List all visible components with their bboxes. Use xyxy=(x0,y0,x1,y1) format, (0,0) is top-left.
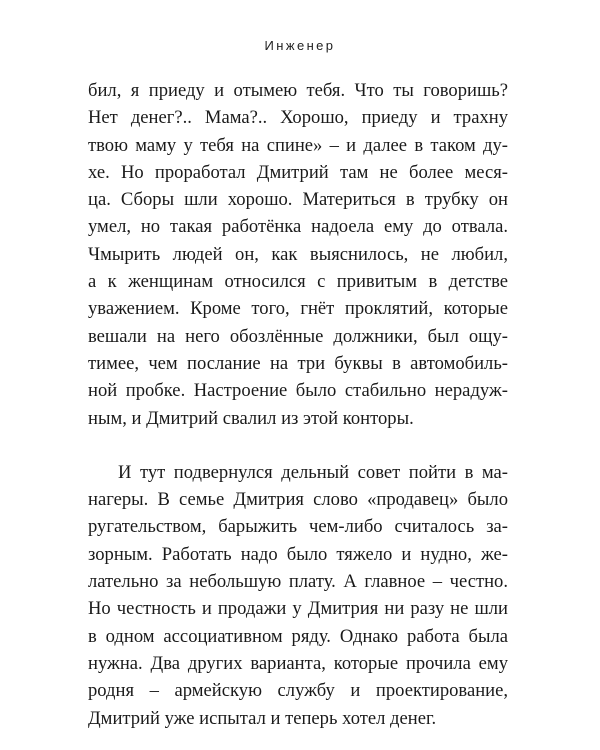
text-line: твою маму у тебя на спине» – и далее в таком ду- xyxy=(88,134,508,156)
text-line: в одном ассоциативном ряду. Однако работа была xyxy=(88,625,508,647)
text-line: хе. Но проработал Дмитрий там не более меся- xyxy=(88,161,508,183)
text-line: нужна. Два других варианта, которые прочила ему xyxy=(88,652,508,674)
text-line: нагеры. В семье Дмитрия слово «продавец» было xyxy=(88,489,508,511)
text-line: а к женщинам относился с привитым в детстве xyxy=(88,271,508,293)
paragraph-2 xyxy=(88,459,508,732)
text-line: И тут подвернулся дельный совет пойти в ма- xyxy=(118,461,508,483)
text-line: бил, я приеду и отымею тебя. Что ты говоришь? xyxy=(88,80,508,101)
text-line: ным, и Дмитрий свалил из этой конторы. xyxy=(88,407,414,429)
text-line: Нет денег?.. Мама?.. Хорошо, приеду и трахну xyxy=(88,107,508,129)
text-line: Но честность и продажи у Дмитрия ни разу не шли xyxy=(88,598,508,620)
text-line: тимее, чем послание на три буквы в автомобиль- xyxy=(88,352,508,374)
text-line: Чмырить людей он, как выяснилось, не любил, xyxy=(88,243,508,265)
text-line: ца. Сборы шли хорошо. Материться в трубку он xyxy=(88,189,508,211)
body-text xyxy=(88,77,508,732)
text-line: вешали на него обозлённые должники, был ощу- xyxy=(88,325,508,347)
text-line: Дмитрий уже испытал и теперь хотел денег. xyxy=(88,707,437,729)
paragraph-gap xyxy=(88,432,508,459)
running-head: Инженер xyxy=(264,38,336,53)
text-line: уважением. Кроме того, гнёт проклятий, которые xyxy=(88,298,508,320)
text-line: лательно за небольшую плату. А главное – честно. xyxy=(88,571,508,593)
text-line: родня – армейскую службу и проектирование, xyxy=(88,680,508,702)
text-line: зорным. Работать надо было тяжело и нудно, же- xyxy=(88,543,508,565)
text-line: ной пробке. Настроение было стабильно нерадуж- xyxy=(88,380,508,402)
paragraph-1 xyxy=(88,77,508,432)
text-line: ругательством, барыжить чем-либо считалось за- xyxy=(88,516,508,538)
text-line: умел, но такая работёнка надоела ему до отвала. xyxy=(88,216,508,238)
